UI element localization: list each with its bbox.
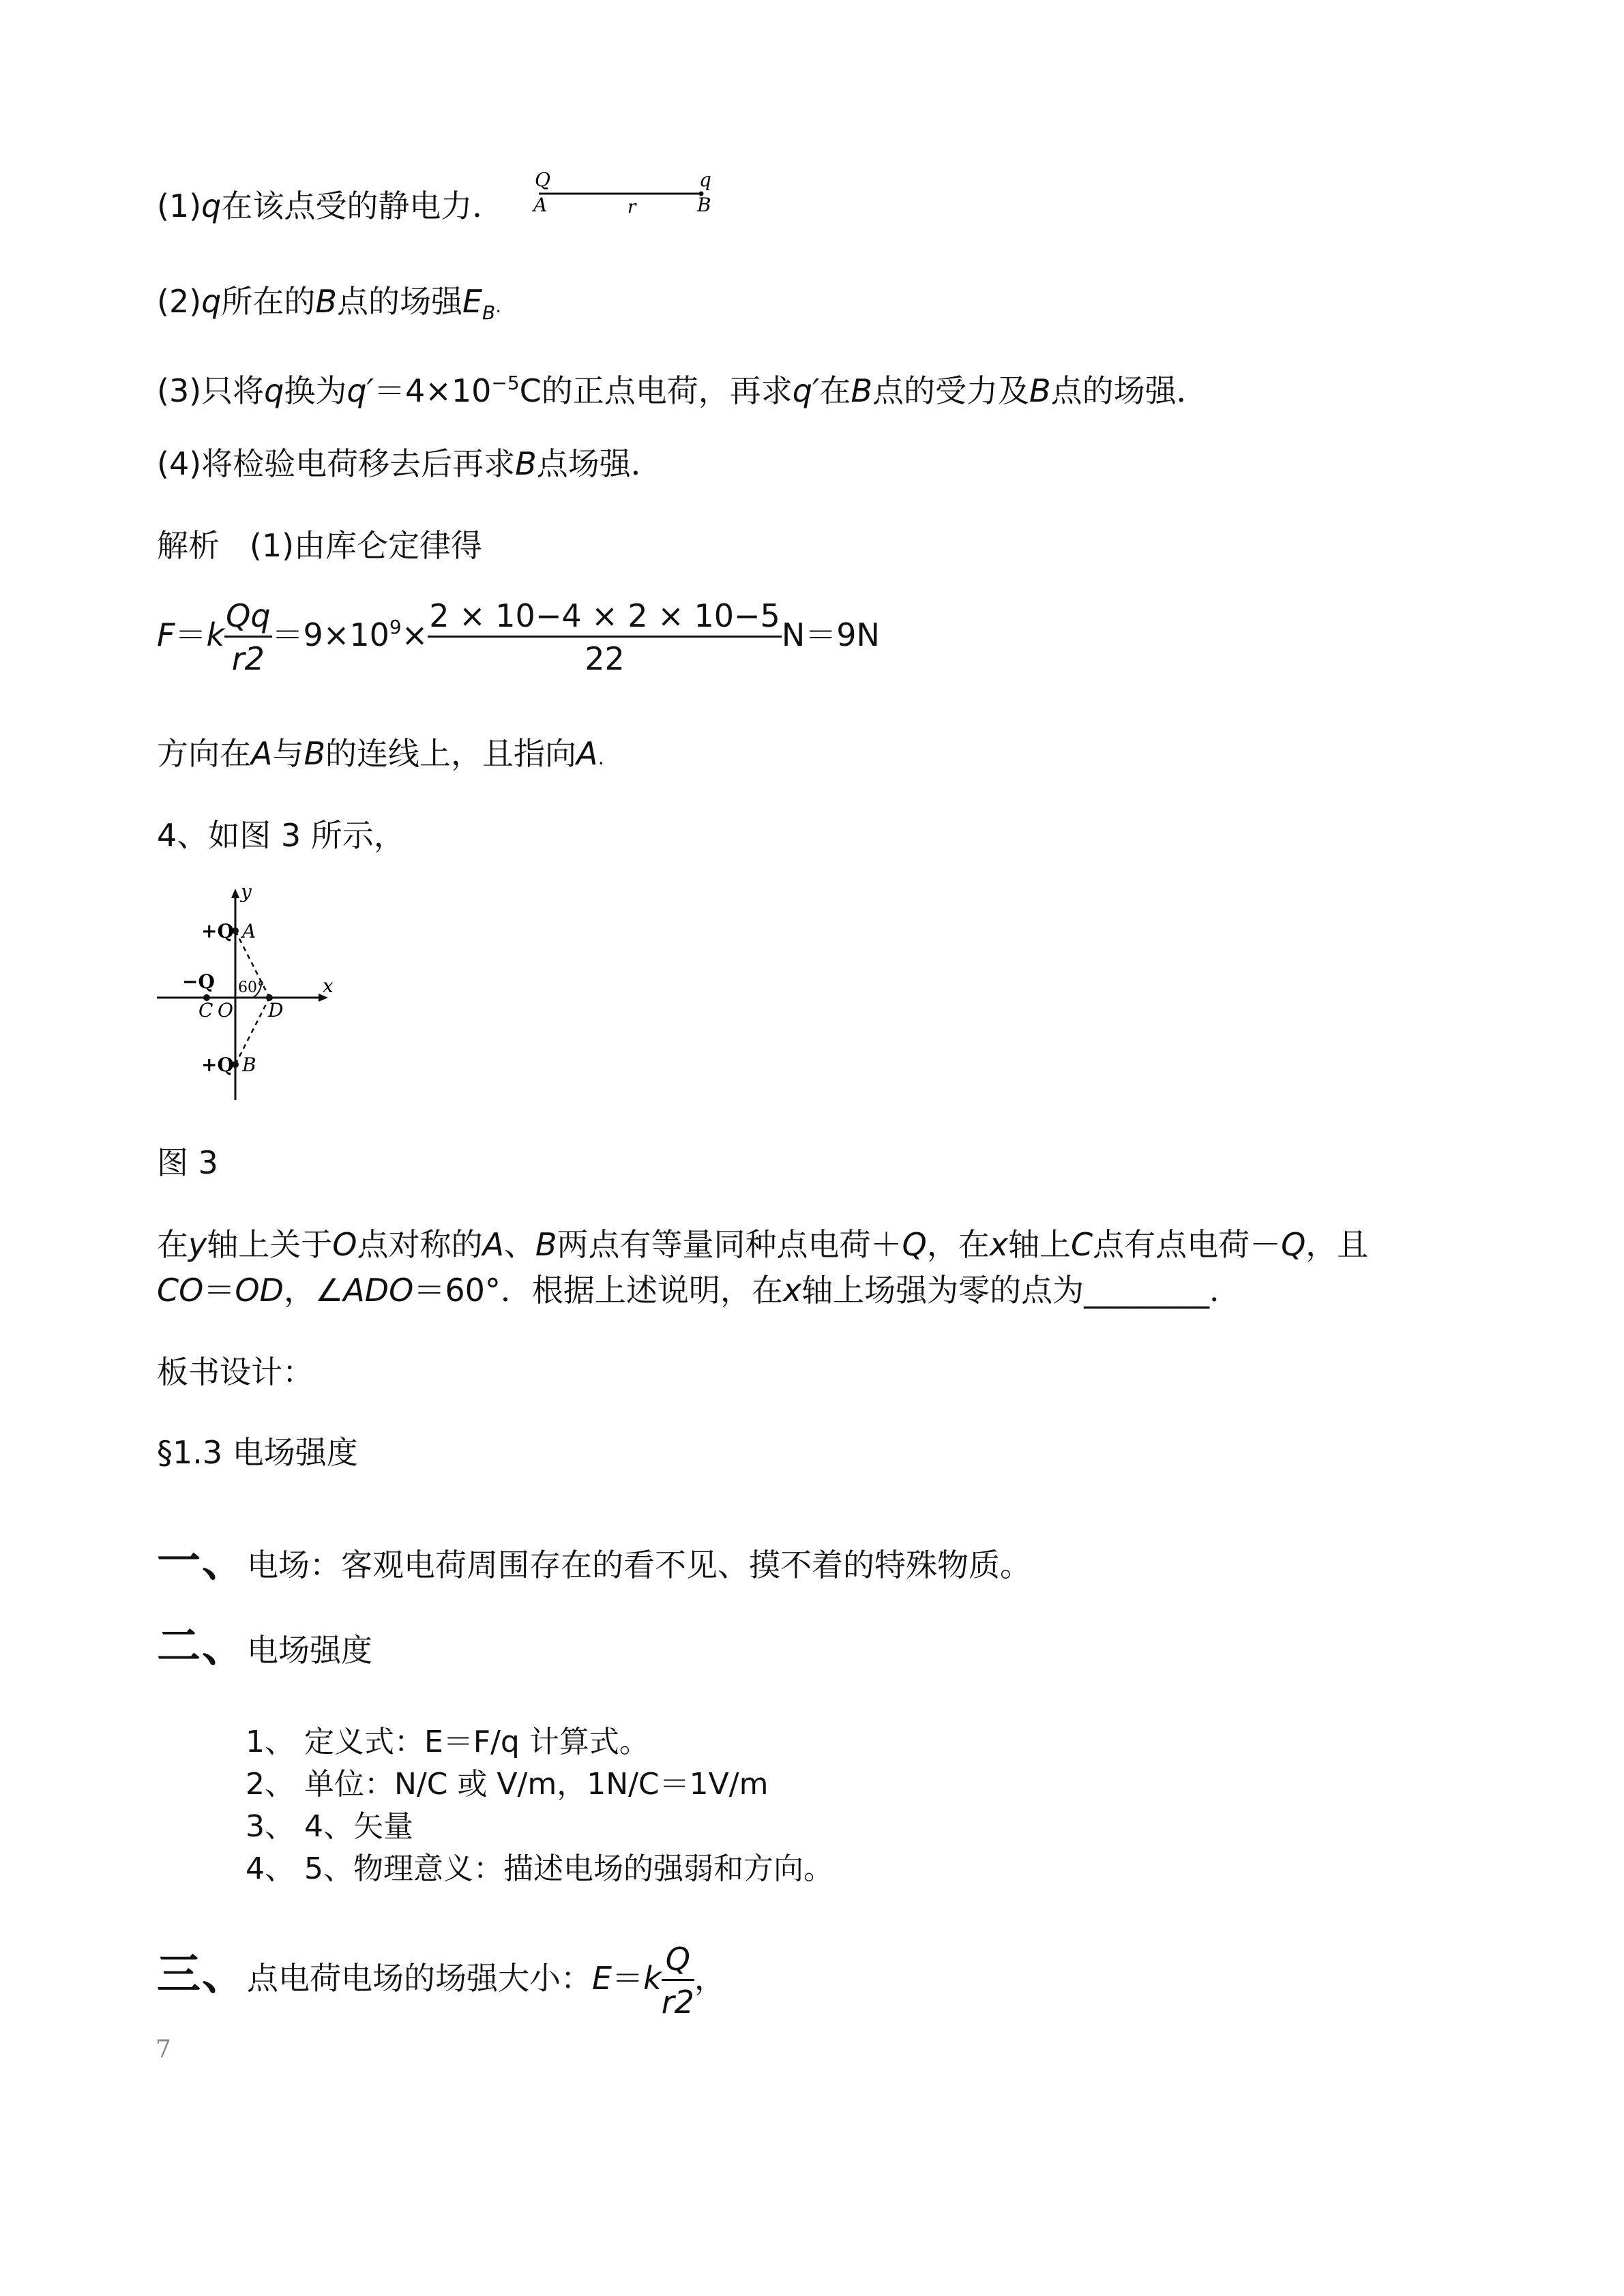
problem-4-intro: 4、如图 3 所示， — [157, 817, 405, 854]
list-item-4: 4、 5、物理意义：描述电场的强弱和方向。 — [246, 1851, 833, 1886]
heading-3: 三、点电荷电场的场强大小：E＝k $\frac{Q}{r2}$ ， — [157, 1941, 726, 2021]
label-minusQ: −Q — [182, 970, 215, 993]
label-Q: Q — [535, 169, 550, 191]
problem-4-text-line2: CO＝OD，∠ADO＝60°．根据上述说明，在x轴上场强为零的点为________． — [157, 1272, 1241, 1309]
question-4: (4)将检验电荷移去后再求B点场强． — [157, 445, 662, 482]
problem-4-text-line1: 在y轴上关于O点对称的A、B两点有等量同种点电荷＋Q，在x轴上C点有点电荷－Q，且 — [157, 1226, 1369, 1263]
direction-line: 方向在A与B的连线上，且指向A. — [157, 735, 605, 772]
label-A: A — [242, 920, 256, 942]
label-q: q — [699, 169, 711, 191]
label-B: B — [697, 194, 711, 216]
board-design-title: 板书设计： — [157, 1354, 314, 1390]
label-60deg: 60° — [238, 979, 265, 996]
fraction-qq-r2: $\frac{Qq}{r2}$ — [226, 597, 271, 677]
label-O: O — [218, 999, 233, 1022]
figure-3-diagram — [153, 883, 348, 1108]
label-y: y — [241, 883, 252, 903]
analysis-label: 解析 — [157, 527, 220, 564]
label-A: A — [533, 194, 548, 216]
figure-3-caption: 图 3 — [157, 1144, 218, 1181]
page-number: 7 — [156, 2036, 171, 2063]
label-r: r — [628, 197, 636, 218]
heading-2: 二、电场强度 — [157, 1622, 372, 1672]
label-B: B — [242, 1054, 256, 1076]
label-D: D — [268, 999, 284, 1022]
label-plusQ-B: +Q — [201, 1054, 234, 1076]
label-plusQ-A: +Q — [201, 920, 234, 942]
question-3: (3)只将q换为$q'=4\times 10^{-5}C$的正点电荷，再求q′在B点的受力及B点的场强． — [157, 372, 1208, 409]
analysis-line: 解析 (1)由库仑定律得 — [157, 527, 483, 564]
y-arrow-icon — [231, 889, 239, 898]
list-item-2: 2、 单位：N/C 或 V/m，1N/C＝1V/m — [246, 1767, 769, 1802]
coulomb-formula: F＝k $\frac{Qq}{r2}$ $=9\times 10^9\times$ $\frac{2 \times 10-4 \times 2 \times 10-5}{22}$ N＝9N — [157, 597, 880, 677]
section-title: §1.3 电场强度 — [157, 1434, 358, 1471]
fraction-Q-r2: $\frac{Q}{r2}$ — [661, 1941, 694, 2021]
list-item-3: 3、 4、矢量 — [246, 1809, 413, 1844]
fraction-values: $\frac{2 \times 10-4 \times 2 \times 10-5}{22}$ — [429, 597, 780, 677]
question-1: (1)q在该点受的静电力． — [157, 188, 504, 224]
label-C: C — [198, 999, 213, 1022]
list-item-1: 1、 定义式：E＝F/q 计算式。 — [246, 1725, 649, 1759]
label-x: x — [323, 974, 334, 997]
question-2: (2)q所在的B点的场强$E_B$. — [157, 283, 502, 324]
charge-line-diagram — [525, 169, 730, 224]
heading-1: 一、电场：客观电荷周围存在的看不见、摸不着的特殊物质。 — [157, 1536, 1031, 1587]
